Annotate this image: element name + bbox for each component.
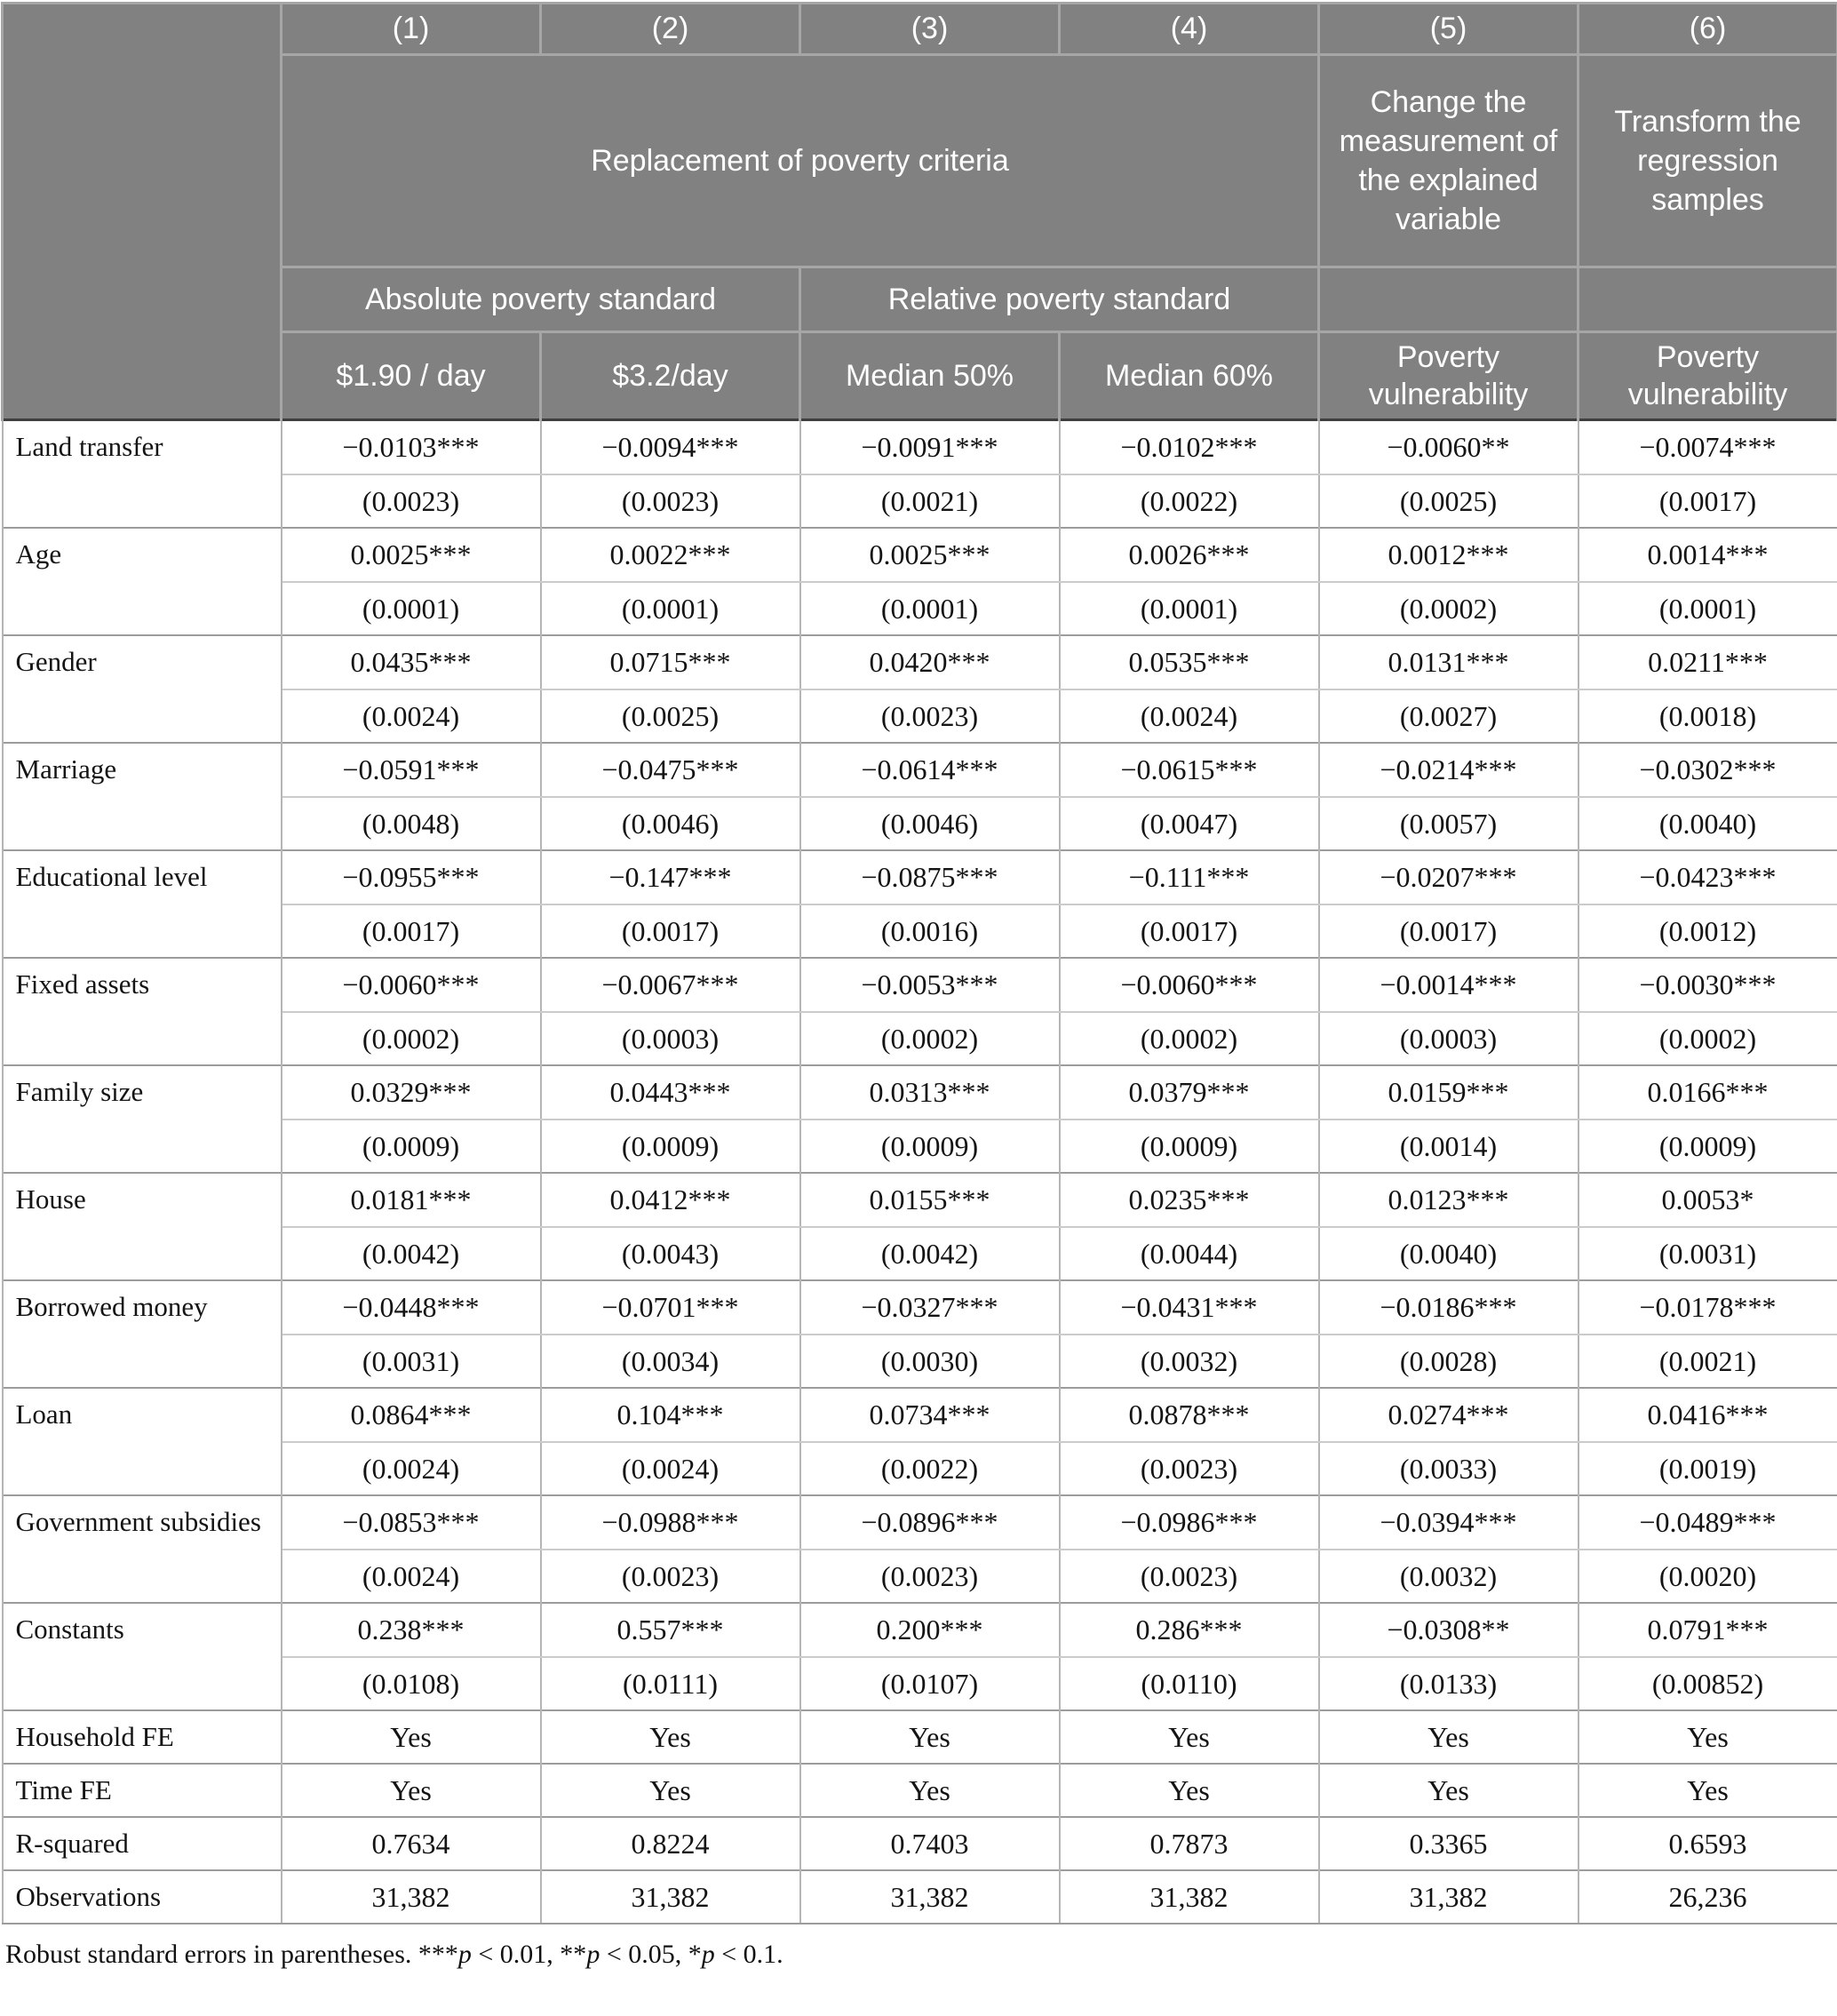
coefficient-cell: 0.0313*** xyxy=(800,1065,1060,1120)
coefficient-cell: 0.0420*** xyxy=(800,635,1060,689)
variable-label: Loan xyxy=(3,1388,282,1495)
stderr-cell: (0.0009) xyxy=(282,1120,541,1173)
coefficient-cell: −0.0214*** xyxy=(1319,743,1579,797)
coefficient-cell: −0.0102*** xyxy=(1060,420,1319,475)
variable-label: Constants xyxy=(3,1603,282,1710)
coefficient-cell: −0.0060*** xyxy=(282,958,541,1012)
summary-cell: 26,236 xyxy=(1579,1870,1837,1924)
stderr-cell: (0.0003) xyxy=(541,1012,800,1065)
stderr-cell: (0.0040) xyxy=(1319,1227,1579,1280)
coefficient-cell: −0.0701*** xyxy=(541,1280,800,1335)
group-header-transform-samples: Transform the regression samples xyxy=(1579,55,1837,267)
coefficient-cell: 0.238*** xyxy=(282,1603,541,1657)
table-row xyxy=(3,420,1837,475)
coefficient-cell: 0.0022*** xyxy=(541,528,800,582)
corner-cell xyxy=(3,4,282,420)
coefficient-cell: 0.0734*** xyxy=(800,1388,1060,1442)
column-label: $1.90 / day xyxy=(282,332,541,420)
variable-label: Borrowed money xyxy=(3,1280,282,1388)
stderr-cell: (0.0027) xyxy=(1319,689,1579,743)
stderr-cell: (0.0024) xyxy=(1060,689,1319,743)
summary-label: Time FE xyxy=(3,1764,282,1817)
stderr-cell: (0.0017) xyxy=(282,904,541,958)
table-row xyxy=(3,1065,1837,1120)
table-row xyxy=(3,1817,1837,1870)
summary-cell: 0.8224 xyxy=(541,1817,800,1870)
stderr-cell: (0.0009) xyxy=(1579,1120,1837,1173)
coefficient-cell: 0.0235*** xyxy=(1060,1173,1319,1227)
stderr-cell: (0.0023) xyxy=(541,474,800,528)
variable-label: Marriage xyxy=(3,743,282,850)
coefficient-cell: 0.0025*** xyxy=(800,528,1060,582)
stderr-cell: (0.0042) xyxy=(800,1227,1060,1280)
coefficient-cell: −0.0327*** xyxy=(800,1280,1060,1335)
stderr-cell: (0.0023) xyxy=(800,689,1060,743)
coefficient-cell: 0.0791*** xyxy=(1579,1603,1837,1657)
variable-label: Fixed assets xyxy=(3,958,282,1065)
variable-label: Educational level xyxy=(3,850,282,958)
variable-label: Age xyxy=(3,528,282,635)
stderr-cell: (0.0001) xyxy=(800,582,1060,635)
standard-header-relative: Relative poverty standard xyxy=(800,267,1319,332)
stderr-cell: (0.0001) xyxy=(1060,582,1319,635)
model-number: (6) xyxy=(1579,4,1837,55)
table-row xyxy=(3,1764,1837,1817)
stderr-cell: (0.0108) xyxy=(282,1657,541,1710)
stderr-cell: (0.0034) xyxy=(541,1335,800,1388)
regression-table xyxy=(1,2,1837,1924)
model-number: (3) xyxy=(800,4,1060,55)
coefficient-cell: 0.0181*** xyxy=(282,1173,541,1227)
summary-cell: 31,382 xyxy=(282,1870,541,1924)
stderr-cell: (0.0021) xyxy=(1579,1335,1837,1388)
coefficient-cell: −0.0448*** xyxy=(282,1280,541,1335)
coefficient-cell: −0.0394*** xyxy=(1319,1495,1579,1550)
coefficient-cell: −0.0030*** xyxy=(1579,958,1837,1012)
footnote-p-symbol: p xyxy=(702,1940,715,1969)
coefficient-cell: −0.0207*** xyxy=(1319,850,1579,904)
coefficient-cell: 0.557*** xyxy=(541,1603,800,1657)
coefficient-cell: 0.0878*** xyxy=(1060,1388,1319,1442)
stderr-cell: (0.0023) xyxy=(1060,1550,1319,1603)
summary-cell: Yes xyxy=(1579,1764,1837,1817)
coefficient-cell: −0.0103*** xyxy=(282,420,541,475)
coefficient-cell: 0.0155*** xyxy=(800,1173,1060,1227)
summary-cell: Yes xyxy=(800,1764,1060,1817)
stderr-cell: (0.0110) xyxy=(1060,1657,1319,1710)
table-row xyxy=(3,1280,1837,1335)
standard-header-absolute: Absolute poverty standard xyxy=(282,267,800,332)
footnote-text: < 0.1. xyxy=(715,1940,783,1969)
table-footnote xyxy=(5,1940,1837,1970)
stderr-cell: (0.0030) xyxy=(800,1335,1060,1388)
column-label: Median 50% xyxy=(800,332,1060,420)
coefficient-cell: 0.200*** xyxy=(800,1603,1060,1657)
stderr-cell: (0.0048) xyxy=(282,797,541,850)
stderr-cell: (0.0017) xyxy=(1579,474,1837,528)
coefficient-cell: −0.0423*** xyxy=(1579,850,1837,904)
summary-cell: 0.7403 xyxy=(800,1817,1060,1870)
summary-cell: Yes xyxy=(1579,1710,1837,1764)
results-body xyxy=(3,420,1837,1924)
coefficient-cell: −0.0094*** xyxy=(541,420,800,475)
model-number-row xyxy=(3,4,1837,55)
table-header xyxy=(3,4,1837,420)
stderr-cell: (0.0042) xyxy=(282,1227,541,1280)
stderr-cell: (0.0023) xyxy=(541,1550,800,1603)
coefficient-cell: 0.0166*** xyxy=(1579,1065,1837,1120)
summary-cell: Yes xyxy=(541,1710,800,1764)
coefficient-cell: −0.0615*** xyxy=(1060,743,1319,797)
coefficient-cell: −0.0988*** xyxy=(541,1495,800,1550)
standard-header-empty xyxy=(1319,267,1579,332)
column-label: Median 60% xyxy=(1060,332,1319,420)
table-row xyxy=(3,1603,1837,1657)
variable-label: Family size xyxy=(3,1065,282,1173)
stderr-cell: (0.0020) xyxy=(1579,1550,1837,1603)
coefficient-cell: −0.0591*** xyxy=(282,743,541,797)
coefficient-cell: 0.0379*** xyxy=(1060,1065,1319,1120)
stderr-cell: (0.0040) xyxy=(1579,797,1837,850)
stderr-cell: (0.0025) xyxy=(1319,474,1579,528)
stderr-cell: (0.0003) xyxy=(1319,1012,1579,1065)
stderr-cell: (0.0016) xyxy=(800,904,1060,958)
stderr-cell: (0.0031) xyxy=(282,1335,541,1388)
variable-label: Land transfer xyxy=(3,420,282,529)
summary-cell: Yes xyxy=(541,1764,800,1817)
coefficient-cell: 0.0864*** xyxy=(282,1388,541,1442)
coefficient-cell: −0.0067*** xyxy=(541,958,800,1012)
table-row xyxy=(3,528,1837,582)
stderr-cell: (0.0032) xyxy=(1060,1335,1319,1388)
stderr-cell: (0.0133) xyxy=(1319,1657,1579,1710)
coefficient-cell: 0.0443*** xyxy=(541,1065,800,1120)
stderr-cell: (0.0023) xyxy=(282,474,541,528)
footnote-p-symbol: p xyxy=(586,1940,600,1969)
coefficient-cell: 0.0715*** xyxy=(541,635,800,689)
group-header-change-measurement: Change the measurement of the explained variable xyxy=(1319,55,1579,267)
stderr-cell: (0.0047) xyxy=(1060,797,1319,850)
stderr-cell: (0.0018) xyxy=(1579,689,1837,743)
stderr-cell: (0.0111) xyxy=(541,1657,800,1710)
coefficient-cell: −0.0091*** xyxy=(800,420,1060,475)
summary-label: Household FE xyxy=(3,1710,282,1764)
table-row xyxy=(3,958,1837,1012)
stderr-cell: (0.0002) xyxy=(800,1012,1060,1065)
coefficient-cell: −0.0060** xyxy=(1319,420,1579,475)
column-label: Poverty vulnerability xyxy=(1319,332,1579,420)
coefficient-cell: −0.0986*** xyxy=(1060,1495,1319,1550)
summary-cell: 31,382 xyxy=(1060,1870,1319,1924)
stderr-cell: (0.0017) xyxy=(1319,904,1579,958)
table-row xyxy=(3,743,1837,797)
stderr-cell: (0.0021) xyxy=(800,474,1060,528)
column-label: $3.2/day xyxy=(541,332,800,420)
stderr-cell: (0.0022) xyxy=(1060,474,1319,528)
summary-label: Observations xyxy=(3,1870,282,1924)
stderr-cell: (0.0001) xyxy=(541,582,800,635)
summary-cell: 0.3365 xyxy=(1319,1817,1579,1870)
coefficient-cell: 0.0025*** xyxy=(282,528,541,582)
stderr-cell: (0.0002) xyxy=(1319,582,1579,635)
variable-label: House xyxy=(3,1173,282,1280)
stderr-cell: (0.0023) xyxy=(800,1550,1060,1603)
summary-cell: Yes xyxy=(1060,1710,1319,1764)
summary-cell: 31,382 xyxy=(1319,1870,1579,1924)
variable-label: Gender xyxy=(3,635,282,743)
summary-cell: 0.7873 xyxy=(1060,1817,1319,1870)
stderr-cell: (0.0046) xyxy=(800,797,1060,850)
coefficient-cell: 0.0014*** xyxy=(1579,528,1837,582)
stderr-cell: (0.0033) xyxy=(1319,1442,1579,1495)
model-number: (2) xyxy=(541,4,800,55)
summary-cell: Yes xyxy=(1319,1764,1579,1817)
coefficient-cell: 0.0012*** xyxy=(1319,528,1579,582)
summary-cell: 0.6593 xyxy=(1579,1817,1837,1870)
coefficient-cell: 0.104*** xyxy=(541,1388,800,1442)
model-number: (1) xyxy=(282,4,541,55)
coefficient-cell: −0.0014*** xyxy=(1319,958,1579,1012)
stderr-cell: (0.0032) xyxy=(1319,1550,1579,1603)
stderr-cell: (0.0025) xyxy=(541,689,800,743)
coefficient-cell: −0.0853*** xyxy=(282,1495,541,1550)
stderr-cell: (0.0001) xyxy=(282,582,541,635)
stderr-cell: (0.0024) xyxy=(282,1442,541,1495)
coefficient-cell: 0.0274*** xyxy=(1319,1388,1579,1442)
footnote-text: < 0.05, * xyxy=(600,1940,701,1969)
summary-cell: 31,382 xyxy=(800,1870,1060,1924)
coefficient-cell: −0.0074*** xyxy=(1579,420,1837,475)
model-number: (5) xyxy=(1319,4,1579,55)
stderr-cell: (0.0009) xyxy=(541,1120,800,1173)
summary-cell: Yes xyxy=(282,1710,541,1764)
variable-label: Government subsidies xyxy=(3,1495,282,1603)
standard-header-empty xyxy=(1579,267,1837,332)
coefficient-cell: 0.0416*** xyxy=(1579,1388,1837,1442)
coefficient-cell: −0.0431*** xyxy=(1060,1280,1319,1335)
coefficient-cell: −0.0875*** xyxy=(800,850,1060,904)
summary-cell: Yes xyxy=(1060,1764,1319,1817)
coefficient-cell: −0.0053*** xyxy=(800,958,1060,1012)
coefficient-cell: −0.0060*** xyxy=(1060,958,1319,1012)
stderr-cell: (0.0017) xyxy=(541,904,800,958)
paper-table-page xyxy=(0,2,1837,2016)
summary-cell: 0.7634 xyxy=(282,1817,541,1870)
summary-cell: 31,382 xyxy=(541,1870,800,1924)
summary-cell: Yes xyxy=(800,1710,1060,1764)
coefficient-cell: −0.0308** xyxy=(1319,1603,1579,1657)
summary-label: R-squared xyxy=(3,1817,282,1870)
table-row xyxy=(3,1388,1837,1442)
stderr-cell: (0.0022) xyxy=(800,1442,1060,1495)
coefficient-cell: −0.0489*** xyxy=(1579,1495,1837,1550)
coefficient-cell: 0.0131*** xyxy=(1319,635,1579,689)
coefficient-cell: 0.0329*** xyxy=(282,1065,541,1120)
table-row xyxy=(3,1495,1837,1550)
stderr-cell: (0.0044) xyxy=(1060,1227,1319,1280)
coefficient-cell: 0.0412*** xyxy=(541,1173,800,1227)
column-label: Poverty vulnerability xyxy=(1579,332,1837,420)
stderr-cell: (0.0023) xyxy=(1060,1442,1319,1495)
coefficient-cell: −0.0896*** xyxy=(800,1495,1060,1550)
coefficient-cell: 0.0053* xyxy=(1579,1173,1837,1227)
table-row xyxy=(3,1173,1837,1227)
coefficient-cell: −0.0955*** xyxy=(282,850,541,904)
footnote-p-symbol: p xyxy=(458,1940,472,1969)
stderr-cell: (0.0017) xyxy=(1060,904,1319,958)
stderr-cell: (0.0002) xyxy=(282,1012,541,1065)
table-row xyxy=(3,850,1837,904)
stderr-cell: (0.0024) xyxy=(282,1550,541,1603)
summary-cell: Yes xyxy=(1319,1710,1579,1764)
coefficient-cell: −0.0302*** xyxy=(1579,743,1837,797)
model-number: (4) xyxy=(1060,4,1319,55)
coefficient-cell: 0.0435*** xyxy=(282,635,541,689)
footnote-text: Robust standard errors in parentheses. *** xyxy=(5,1940,458,1969)
coefficient-cell: −0.0178*** xyxy=(1579,1280,1837,1335)
coefficient-cell: 0.286*** xyxy=(1060,1603,1319,1657)
coefficient-cell: 0.0211*** xyxy=(1579,635,1837,689)
coefficient-cell: −0.147*** xyxy=(541,850,800,904)
coefficient-cell: 0.0159*** xyxy=(1319,1065,1579,1120)
stderr-cell: (0.0024) xyxy=(282,689,541,743)
stderr-cell: (0.00852) xyxy=(1579,1657,1837,1710)
table-row xyxy=(3,635,1837,689)
stderr-cell: (0.0012) xyxy=(1579,904,1837,958)
coefficient-cell: −0.0186*** xyxy=(1319,1280,1579,1335)
summary-cell: Yes xyxy=(282,1764,541,1817)
coefficient-cell: −0.111*** xyxy=(1060,850,1319,904)
footnote-text: < 0.01, ** xyxy=(472,1940,586,1969)
stderr-cell: (0.0046) xyxy=(541,797,800,850)
stderr-cell: (0.0028) xyxy=(1319,1335,1579,1388)
coefficient-cell: −0.0475*** xyxy=(541,743,800,797)
coefficient-cell: 0.0123*** xyxy=(1319,1173,1579,1227)
stderr-cell: (0.0024) xyxy=(541,1442,800,1495)
stderr-cell: (0.0043) xyxy=(541,1227,800,1280)
table-row xyxy=(3,1870,1837,1924)
stderr-cell: (0.0009) xyxy=(800,1120,1060,1173)
stderr-cell: (0.0031) xyxy=(1579,1227,1837,1280)
stderr-cell: (0.0107) xyxy=(800,1657,1060,1710)
stderr-cell: (0.0001) xyxy=(1579,582,1837,635)
stderr-cell: (0.0009) xyxy=(1060,1120,1319,1173)
coefficient-cell: −0.0614*** xyxy=(800,743,1060,797)
stderr-cell: (0.0019) xyxy=(1579,1442,1837,1495)
stderr-cell: (0.0002) xyxy=(1060,1012,1319,1065)
stderr-cell: (0.0014) xyxy=(1319,1120,1579,1173)
group-header-replacement: Replacement of poverty criteria xyxy=(282,55,1319,267)
coefficient-cell: 0.0026*** xyxy=(1060,528,1319,582)
stderr-cell: (0.0057) xyxy=(1319,797,1579,850)
table-row xyxy=(3,1710,1837,1764)
coefficient-cell: 0.0535*** xyxy=(1060,635,1319,689)
stderr-cell: (0.0002) xyxy=(1579,1012,1837,1065)
